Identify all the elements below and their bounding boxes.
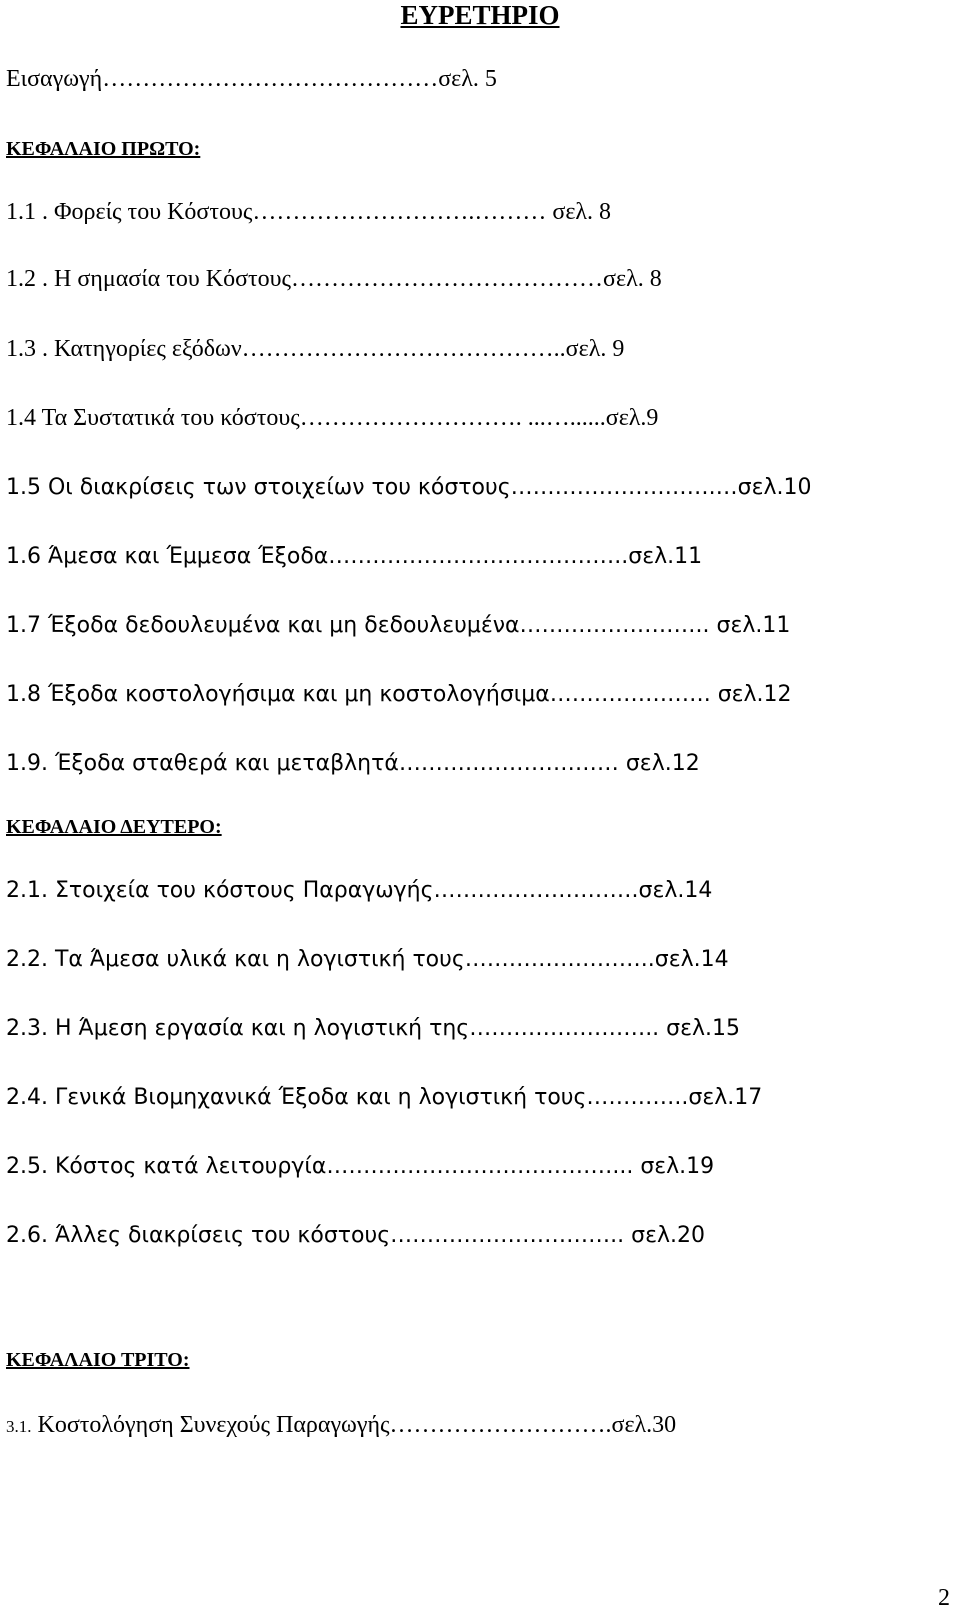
toc-entry-1-3: 1.3 . Κατηγορίες εξόδων…………………………………..σελ. 9 (6, 336, 625, 362)
toc-entry-2-4: 2.4. Γενικά Βιομηχανικά Έξοδα και η λογιστική τους…………..σελ.17 (6, 1085, 763, 1110)
chapter-3-heading: ΚΕΦΑΛΑΙΟ ΤΡΙΤΟ: (6, 1349, 190, 1371)
toc-entry-2-2: 2.2. Τα Άμεσα υλικά και η λογιστική τους……………………..σελ.14 (6, 947, 729, 972)
toc-entry-2-6: 2.6. Άλλες διακρίσεις του κόστους………………………….. σελ.20 (6, 1223, 705, 1248)
page-number: 2 (938, 1585, 950, 1611)
toc-entry-1-5: 1.5 Οι διακρίσεις των στοιχείων του κόστους……………………….…σελ.10 (6, 475, 812, 500)
toc-entry-1-8: 1.8 Έξοδα κοστολογήσιμα και μη κοστολογήσιμα…………………. σελ.12 (6, 682, 792, 707)
toc-entry-3-1-number: 3.1. (6, 1417, 32, 1436)
toc-entry-1-1: 1.1 . Φορείς του Κόστους……………………….……… σελ. 8 (6, 199, 612, 225)
chapter-1-heading: ΚΕΦΑΛΑΙΟ ΠΡΩΤΟ: (6, 138, 201, 160)
toc-entry-1-7: 1.7 Έξοδα δεδουλευμένα και μη δεδουλευμένα…………………….. σελ.11 (6, 613, 791, 638)
toc-entry-1-2: 1.2 . Η σημασία του Κόστους…………………………………σελ. 8 (6, 266, 662, 292)
toc-entry-1-6: 1.6 Άμεσα και Έμμεσα Έξοδα…………………………………..σελ.11 (6, 544, 703, 569)
toc-entry-3-1-text: Κοστολόγηση Συνεχούς Παραγωγής……………………….σελ.30 (37, 1412, 677, 1438)
toc-entry-3-1 (6, 1410, 676, 1442)
toc-entry-1-4: 1.4 Τα Συστατικά του κόστους………………………. ...…......σελ.9 (6, 405, 659, 431)
toc-entry-2-5: 2.5. Κόστος κατά λειτουργία…………………………………... σελ.19 (6, 1154, 715, 1179)
chapter-2-heading: ΚΕΦΑΛΑΙΟ ΔΕΥΤΕΡΟ: (6, 816, 222, 838)
toc-entry-1-9: 1.9. Έξοδα σταθερά και μεταβλητά………………………… σελ.12 (6, 751, 700, 776)
toc-entry-intro: Εισαγωγή……………………………………σελ. 5 (6, 66, 497, 92)
toc-entry-2-1: 2.1. Στοιχεία του κόστους Παραγωγής……………………….σελ.14 (6, 878, 713, 903)
page-title: ΕΥΡΕΤΗΡΙΟ (400, 0, 560, 30)
toc-entry-2-3: 2.3. Η Άμεση εργασία και η λογιστική της…………………….. σελ.15 (6, 1016, 741, 1041)
